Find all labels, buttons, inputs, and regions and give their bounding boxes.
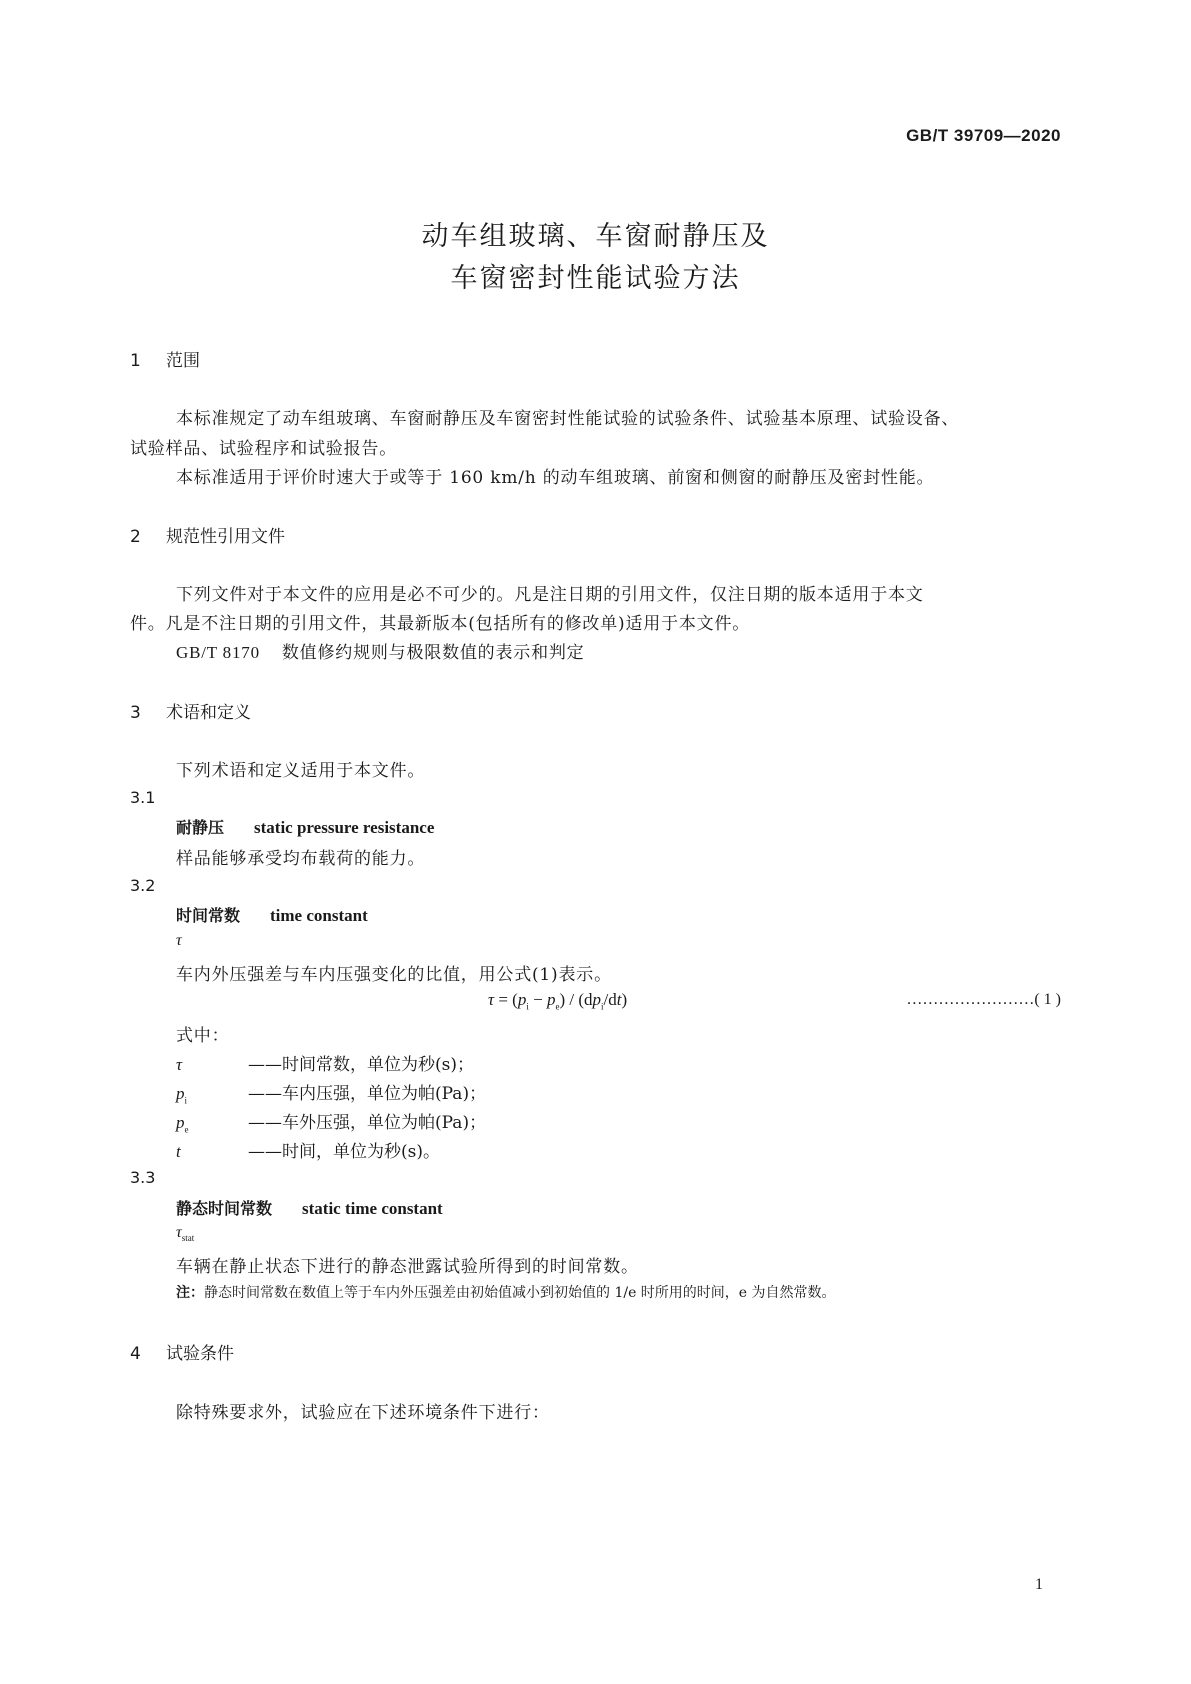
section-3-heading [130, 698, 251, 723]
section-number: 3 [130, 703, 141, 723]
variable-letter: p [176, 1084, 185, 1103]
section-number: 2 [130, 527, 141, 547]
term-3-3-definition: 车辆在静止状态下进行的静态泄露试验所得到的时间常数。 [176, 1257, 639, 1277]
reference-code: GB/T 8170 [176, 643, 260, 662]
term-en: static pressure resistance [254, 818, 435, 837]
variable-symbol: τ [176, 1055, 183, 1074]
variable-description: ——车外压强，单位为帕(Pa)； [248, 1113, 487, 1133]
reference-entry [176, 638, 584, 663]
variable-pe [176, 1108, 486, 1134]
document-title-line-2: 车窗密封性能试验方法 [450, 263, 741, 294]
formula-part: ) [621, 990, 628, 1009]
formula-sub: e [555, 1001, 560, 1012]
formula-part: = ( [494, 990, 518, 1009]
formula-part: ) / (d [559, 990, 593, 1009]
variable-t [176, 1137, 440, 1162]
note-label: 注： [176, 1285, 204, 1301]
term-en: static time constant [302, 1199, 443, 1218]
variable-symbol [176, 1113, 248, 1134]
section-number: 4 [130, 1344, 141, 1364]
term-3-2-definition: 车内外压强差与车内压强变化的比值，用公式(1)表示。 [176, 965, 612, 985]
formula-p: p [546, 990, 556, 1009]
term-3-2-symbol: τ [176, 932, 182, 949]
formula-sub: i [526, 1001, 529, 1012]
term-3-3-number: 3.3 [130, 1168, 156, 1187]
section-title: 规范性引用文件 [166, 527, 285, 547]
section-number: 1 [130, 351, 141, 371]
where-label: 式中： [176, 1026, 230, 1046]
term-zh: 耐静压 [176, 818, 225, 837]
test-conditions-paragraph: 除特殊要求外，试验应在下述环境条件下进行： [176, 1403, 550, 1423]
section-1-heading [130, 346, 200, 371]
document-title-line-1: 动车组玻璃、车窗耐静压及 [421, 221, 770, 252]
section-title: 术语和定义 [166, 703, 251, 723]
variable-letter: p [176, 1113, 185, 1132]
reference-title: 数值修约规则与极限数值的表示和判定 [281, 643, 585, 663]
formula-1 [488, 990, 627, 1011]
references-paragraph-line-2: 件。凡是不注日期的引用文件，其最新版本(包括所有的修改单)适用于本文件。 [130, 614, 751, 634]
term-zh: 静态时间常数 [176, 1199, 273, 1218]
variable-description: ——时间，单位为秒(s)。 [248, 1142, 440, 1162]
section-title: 范围 [166, 351, 200, 371]
formula-sub: i [601, 1001, 604, 1012]
scope-paragraph-1-line-2: 试验样品、试验程序和试验报告。 [130, 439, 397, 459]
references-paragraph-line-1: 下列文件对于本文件的应用是必不可少的。凡是注日期的引用文件，仅注日期的版本适用于本文 [176, 585, 924, 605]
page-number: 1 [1035, 1576, 1043, 1593]
note-text: 静态时间常数在数值上等于车内外压强差由初始值减小到初始值的 1/e 时所用的时间，e 为自然常数。 [204, 1285, 836, 1301]
variable-description: ——车内压强，单位为帕(Pa)； [248, 1084, 487, 1104]
variable-pi [176, 1079, 486, 1105]
formula-t: t [616, 990, 622, 1009]
term-3-1-title [176, 815, 434, 838]
equation-number: ……………………( 1 ) [906, 991, 1061, 1008]
scope-paragraph-2: 本标准适用于评价时速大于或等于 160 km/h 的动车组玻璃、前窗和侧窗的耐静压及密封性能。 [176, 468, 935, 488]
term-3-1-definition: 样品能够承受均布载荷的能力。 [176, 849, 426, 869]
term-3-2-number: 3.2 [130, 876, 156, 895]
variable-symbol [176, 1084, 248, 1105]
standard-number: GB/T 39709—2020 [906, 126, 1061, 145]
terms-intro: 下列术语和定义适用于本文件。 [176, 761, 426, 781]
formula-part: /d [603, 990, 617, 1009]
section-2-heading [130, 522, 285, 547]
term-en: time constant [270, 906, 368, 925]
variable-subscript: e [184, 1124, 189, 1135]
formula-p: p [592, 990, 601, 1009]
term-3-2-title [176, 903, 368, 926]
term-zh: 时间常数 [176, 906, 241, 925]
variable-tau [176, 1050, 474, 1075]
term-3-3-symbol [176, 1224, 194, 1243]
term-3-3-title [176, 1196, 443, 1219]
symbol-letter: τ [176, 1224, 182, 1241]
term-3-1-number: 3.1 [130, 788, 156, 807]
section-title: 试验条件 [166, 1344, 234, 1364]
term-3-3-note [176, 1282, 836, 1302]
formula-p: p [517, 990, 527, 1009]
formula-tau: τ [488, 990, 495, 1009]
section-4-heading [130, 1339, 234, 1364]
variable-subscript: i [184, 1095, 188, 1106]
symbol-subscript: stat [181, 1233, 195, 1244]
formula-part: − [528, 990, 547, 1009]
variable-description: ——时间常数，单位为秒(s)； [248, 1055, 474, 1075]
variable-symbol: t [176, 1142, 181, 1161]
scope-paragraph-1-line-1: 本标准规定了动车组玻璃、车窗耐静压及车窗密封性能试验的试验条件、试验基本原理、试验设备、 [176, 409, 960, 429]
